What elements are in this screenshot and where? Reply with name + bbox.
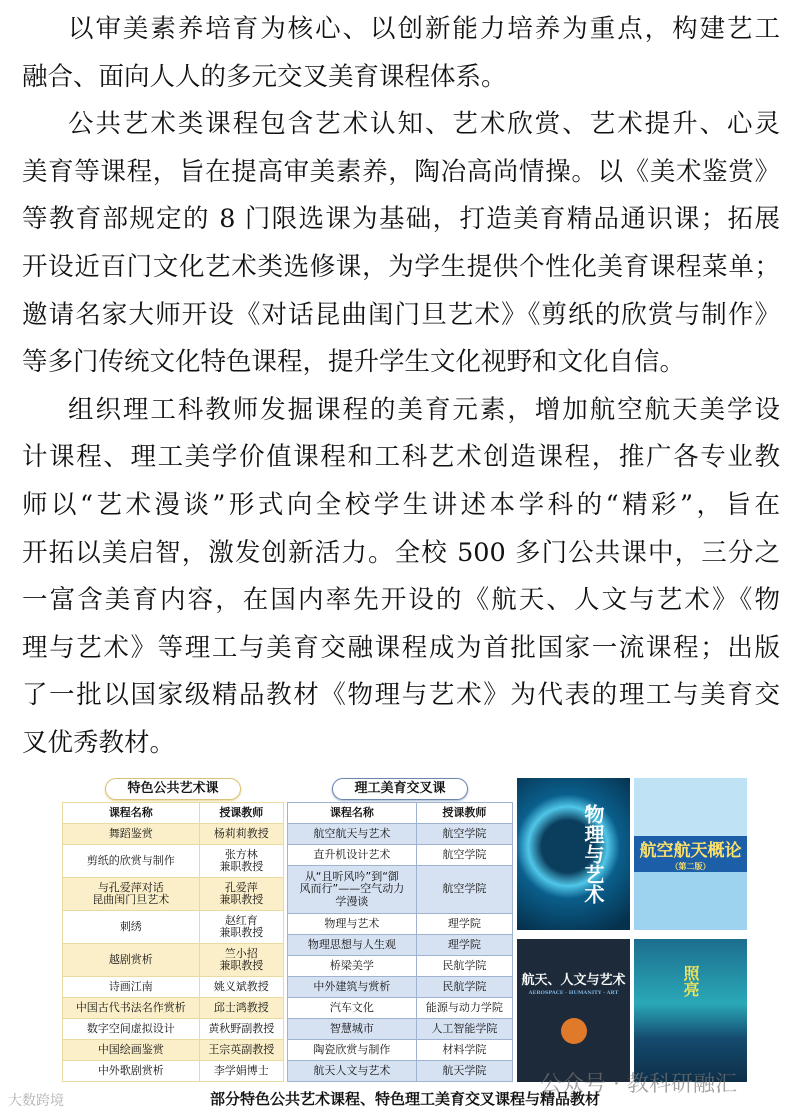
teacher-cell: 邱士鸿教授 [199, 998, 283, 1019]
watermark-left: 大数跨境 [8, 1093, 64, 1109]
table-row [288, 956, 513, 977]
column-header: 课程名称 [63, 803, 200, 824]
course-name-cell: 中国古代书法名作赏析 [63, 998, 200, 1019]
science-art-courses-table [287, 778, 513, 1082]
book-title: 航天、人文与艺术 [521, 973, 626, 988]
book-cover-aerospace-intro [634, 778, 747, 930]
teacher-cell: 能源与动力学院 [416, 998, 512, 1019]
text-line: 理与艺术》等理工与美育交融课程成为首批国家一流课程；出版 [22, 632, 780, 663]
course-name-cell: 物理与艺术 [288, 914, 417, 935]
course-name-cell: 航天人文与艺术 [288, 1061, 417, 1082]
course-name-cell: 与孔爱萍对话 昆曲闺门旦艺术 [63, 878, 200, 911]
table-row [63, 1061, 284, 1082]
teacher-cell: 理学院 [416, 914, 512, 935]
teacher-cell: 民航学院 [416, 956, 512, 977]
teacher-cell: 黄秋野副教授 [199, 1019, 283, 1040]
figure-caption: 部分特色公共艺术课程、特色理工美育交叉课程与精品教材 [210, 1090, 601, 1108]
course-name-cell: 诗画江南 [63, 977, 200, 998]
text-line: 公共艺术类课程包含艺术认知、艺术欣赏、艺术提升、心灵 [68, 109, 780, 140]
course-name-cell: 智慧城市 [288, 1019, 417, 1040]
table-row [63, 977, 284, 998]
text-line: 以审美素养培育为核心、以创新能力培养为重点，构建艺工 [68, 14, 780, 44]
course-name-cell: 越剧赏析 [63, 944, 200, 977]
column-header: 课程名称 [288, 803, 417, 824]
table-row [288, 1040, 513, 1061]
book-cover-aerospace-humanity-art [517, 939, 630, 1082]
table-title: 特色公共艺术课 [105, 778, 241, 800]
table-row [288, 824, 513, 845]
teacher-cell: 民航学院 [416, 977, 512, 998]
table-row [288, 1061, 513, 1082]
teacher-cell: 材料学院 [416, 1040, 512, 1061]
teacher-cell: 航空学院 [416, 824, 512, 845]
teacher-cell: 张方林 兼职教授 [199, 845, 283, 878]
table-row [63, 1040, 284, 1061]
column-header: 授课教师 [416, 803, 512, 824]
table-row [288, 866, 513, 914]
teacher-cell: 航空学院 [416, 845, 512, 866]
teacher-cell: 王宗英副教授 [199, 1040, 283, 1061]
text-line: 美育等课程，旨在提高审美素养，陶冶高尚情操。以《美术鉴赏》 [22, 156, 780, 187]
text-line: 开拓以美启智，激发创新活力。全校 500 多门公共课中，三分之 [22, 537, 780, 568]
teacher-cell: 理学院 [416, 935, 512, 956]
teacher-cell: 李学娟博士 [199, 1061, 283, 1082]
text-line: 计课程、理工美学价值课程和工科艺术创造课程，推广各专业教 [22, 442, 780, 473]
table-row [288, 977, 513, 998]
book-title: 照亮 [681, 964, 700, 997]
table-title: 理工美育交叉课 [332, 778, 468, 800]
table-row [288, 845, 513, 866]
teacher-cell: 航天学院 [416, 1061, 512, 1082]
teacher-cell: 赵红育 兼职教授 [199, 911, 283, 944]
table-row [288, 998, 513, 1019]
table-row [63, 878, 284, 911]
table-row [63, 998, 284, 1019]
teacher-cell: 孔爱萍 兼职教授 [199, 878, 283, 911]
book-subtitle: AEROSPACE · HUMANITY · ART [528, 990, 619, 996]
teacher-cell: 人工智能学院 [416, 1019, 512, 1040]
text-line: 一富含美育内容，在国内率先开设的《航天、人文与艺术》《物 [22, 585, 780, 616]
table-row [63, 845, 284, 878]
course-name-cell: 数字空间虚拟设计 [63, 1019, 200, 1040]
text-line: 师以“艺术漫谈”形式向全校学生讲述本学科的“精彩”，旨在 [22, 489, 780, 520]
table-row [288, 935, 513, 956]
text-line: 叉优秀教材。 [22, 727, 176, 758]
text-line: 等教育部规定的 8 门限选课为基础，打造美育精品通识课；拓展 [22, 204, 780, 235]
teacher-cell: 杨莉莉教授 [199, 824, 283, 845]
table-row [63, 1019, 284, 1040]
header-row [288, 803, 513, 824]
teacher-cell: 航空学院 [416, 866, 512, 914]
course-name-cell: 陶瓷欣赏与制作 [288, 1040, 417, 1061]
book-cover-illuminate [634, 939, 747, 1082]
course-name-cell: 舞蹈鉴赏 [63, 824, 200, 845]
course-name-cell: 汽车文化 [288, 998, 417, 1019]
course-name-cell: 物理思想与人生观 [288, 935, 417, 956]
art-courses-table [62, 778, 284, 1082]
course-name-cell: 中国绘画鉴赏 [63, 1040, 200, 1061]
table-row [63, 824, 284, 845]
book-cover-physics-art [517, 778, 630, 930]
course-name-cell: 刺绣 [63, 911, 200, 944]
text-line: 开设近百门文化艺术类选修课，为学生提供个性化美育课程菜单； [22, 251, 780, 282]
book-subtitle: （第二版） [670, 861, 711, 871]
course-name-cell: 剪纸的欣赏与制作 [63, 845, 200, 878]
header-row [63, 803, 284, 824]
table-row [288, 1019, 513, 1040]
teacher-cell: 姚义斌教授 [199, 977, 283, 998]
teacher-cell: 竺小招 兼职教授 [199, 944, 283, 977]
table-row [63, 944, 284, 977]
table-row [288, 914, 513, 935]
course-name-cell: 中外歌剧赏析 [63, 1061, 200, 1082]
text-line: 融合、面向人人的多元交叉美育课程体系。 [22, 61, 507, 92]
course-name-cell: 中外建筑与赏析 [288, 977, 417, 998]
text-line: 了一批以国家级精品教材《物理与艺术》为代表的理工与美育交 [22, 680, 780, 711]
planet-icon [561, 1018, 587, 1044]
column-header: 授课教师 [199, 803, 283, 824]
text-line: 组织理工科教师发掘课程的美育元素，增加航空航天美学设 [68, 394, 780, 425]
course-name-cell: 航空航天与艺术 [288, 824, 417, 845]
course-name-cell: 桥梁美学 [288, 956, 417, 977]
course-name-cell: 直升机设计艺术 [288, 845, 417, 866]
text-line: 等多门传统文化特色课程，提升学生文化视野和文化自信。 [22, 347, 686, 378]
book-title: 物理与艺术 [581, 804, 605, 904]
course-name-cell: 从“且听风吟”到“御 风而行”——空气动力 学漫谈 [288, 866, 417, 914]
book-title: 航空航天概论 [639, 841, 742, 861]
table-row [63, 911, 284, 944]
watermark-right: 公众号 · 教科研融汇 [540, 1072, 737, 1097]
article-body [22, 6, 780, 768]
text-line: 邀请名家大师开设《对话昆曲闺门旦艺术》《剪纸的欣赏与制作》 [22, 299, 780, 330]
